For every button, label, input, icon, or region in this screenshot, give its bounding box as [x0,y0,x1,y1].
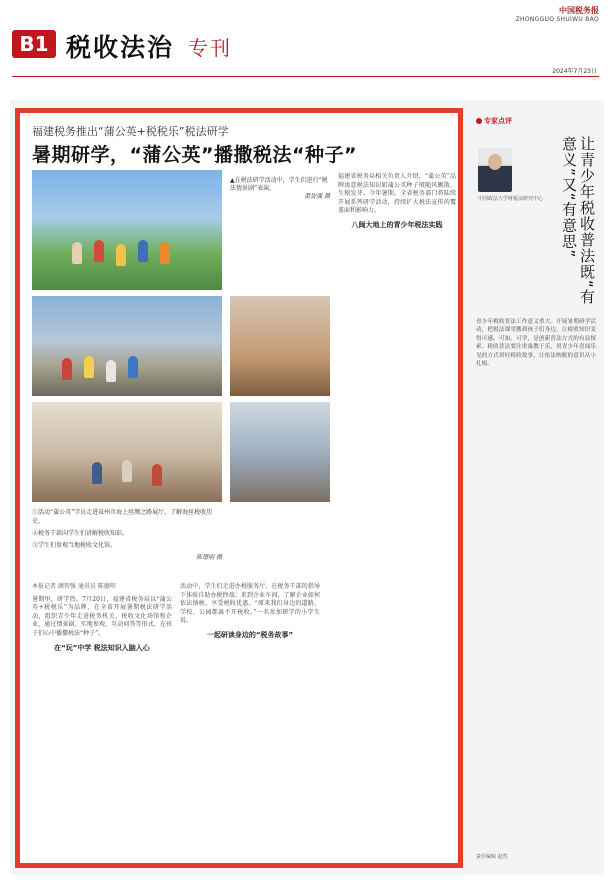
commentary-column[interactable] [470,108,600,868]
commentary-title: 让青少年税收普法既“有意义”又“有意思” [560,136,596,305]
photo-figure [138,240,148,262]
paper-nameplate [516,6,599,24]
paper-name: 中国税务报 [559,6,599,15]
photo-figure [122,460,132,482]
article-lead: 暑期里，研学热。7月20日，福建省税务局以“蒲公英+税税乐”为品牌，在全省开展暑期税法研学活动，组织青少年走进税务机关、税收文化场馆和企业，通过情景剧、实地参观、互动问答等形式，在孩子们心中播撒税法“种子”。 [32,595,172,637]
caption-credit: 陈德明 摄 [196,554,222,561]
section-title: 税收法治 [66,33,175,62]
photo-figure [106,360,116,382]
commentary-tag [476,116,512,126]
masthead [0,0,611,98]
article-paragraph: 活动中，学生们走进办税服务厅，在税务干部的指导下体验自助办税终端；来到企业车间，了解企业如何依法纳税、享受税收优惠。“原来我们身边的道路、学校、公园都离不开税收。”一名参加研学的小学生说。 [180,583,320,625]
article-kicker: 福建税务推出“蒲公英+税税乐”税法研学 [32,125,229,138]
article-photo-main [32,170,222,290]
photo-figure [128,356,138,378]
photo-figure [92,462,102,484]
author-portrait [478,148,512,192]
masthead-divider [12,76,599,77]
photo-figure [84,356,94,378]
photo-figure [62,358,72,380]
article-photo-2 [32,296,222,396]
featured-article[interactable] [15,108,463,868]
photo-credit: 黄智强 摄 [304,193,330,200]
article-photo-3 [230,296,330,396]
section-suffix: 专刊 [188,36,232,60]
photo-figure [116,244,126,266]
photo-caption-main [230,177,330,201]
article-body-col-3 [338,173,456,235]
article-subhead-1: 在“玩”中学 税法知识入脑入心 [54,643,150,652]
article-headline: 暑期研学，“蒲公英”播撒税法“种子” [32,144,357,166]
article-byline: 本报记者 颜智强 通讯员 陈德明 [32,583,116,590]
article-body-col-1 [32,583,172,657]
photo-caption: ③学生们参观当地税收文化馆。 [32,542,117,549]
photo-caption-main-text: ▲在税法研学活动中，学生们进行“税法情景剧”表演。 [230,177,328,192]
photo-caption: ①活动“蒲公英”学员走进泉州市海上丝绸之路展厅，了解海丝税收历史。 [32,509,213,525]
paper-pinyin: ZHONGGUO SHUIWU BAO [515,16,599,23]
tag-dot-icon [476,118,482,124]
article-photo-5 [230,402,330,502]
photo-figure [152,464,162,486]
article-subhead-2: 一起研读身边的“税务故事” [206,630,294,639]
publication-date: 2024年7月23日 [552,68,597,75]
photo-figure [160,242,170,264]
article-photo-4 [32,402,222,502]
article-subhead-mid: 八闽大地上的青少年税法实践 [351,220,443,229]
photo-caption: ②税务干部向学生们讲解税收知识。 [32,530,129,537]
commentary-body: 青少年税收普法工作意义重大。开展暑期研学活动，把税法课堂搬到孩子们身边，让税收知识变得可感、可知、可学，是创新普法方式的有益探索。税收普法要注重寓教于乐，用青少年喜闻乐见的方式讲好税收故事，让依法纳税的意识从小扎根。 [476,319,596,368]
commentary-author: 中国政法大学财税法研究中心 [478,196,544,202]
article-paragraph: 福建省税务局相关负责人介绍，“蒲公英”品牌寓意税法知识如蒲公英种子般随风飘散、生根发芽。今年暑期，全省税务部门将陆续开展系列研学活动，持续扩大税法宣传的覆盖面和影响力。 [338,173,456,215]
page-code-badge: B1 [12,30,56,58]
commentary-tag-label: 专家点评 [484,117,512,125]
article-body-col-2 [180,583,320,645]
photo-captions [32,508,222,562]
photo-figure [94,240,104,262]
photo-figure [72,242,82,264]
page-editor: 责任编辑 赵然 [476,854,508,860]
